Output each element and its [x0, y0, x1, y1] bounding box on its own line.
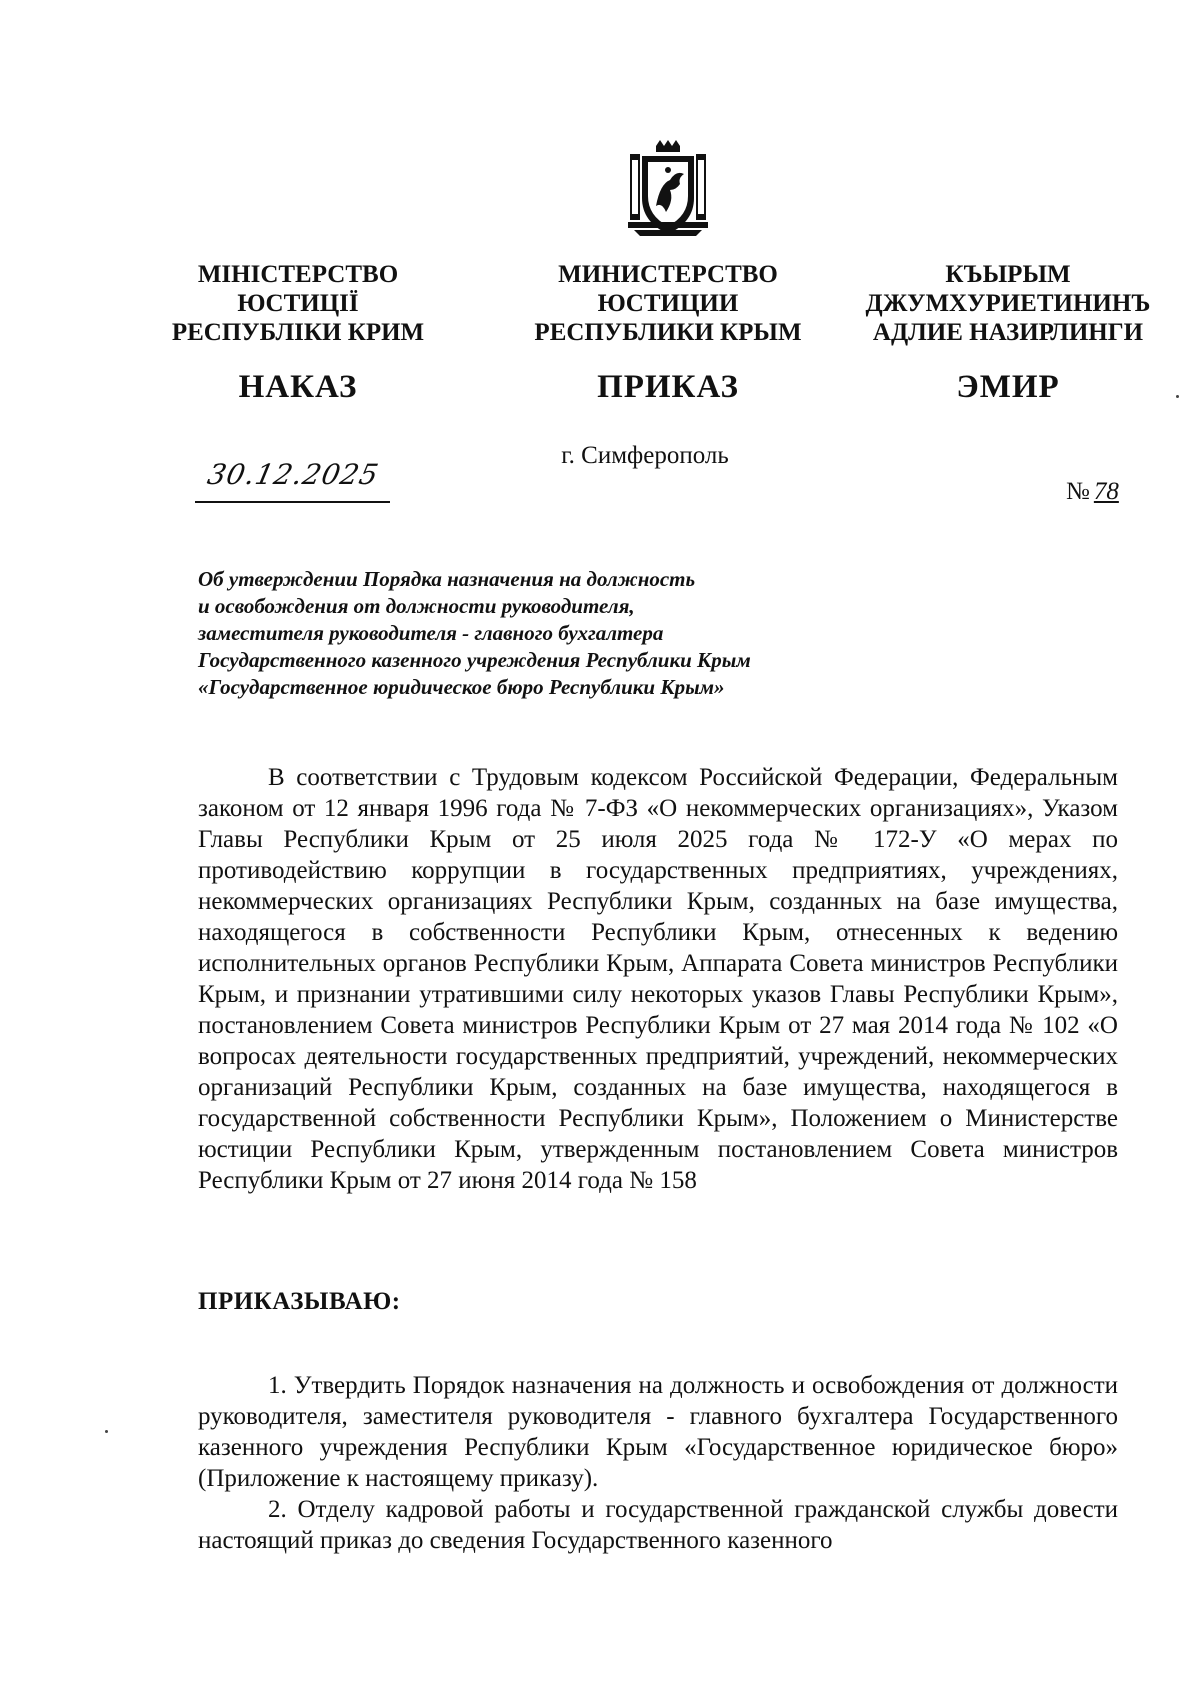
date-underline — [195, 501, 390, 503]
title-line-3: заместителя руководителя - главного бухгалтера — [198, 621, 664, 645]
handwritten-number: 78 — [1093, 478, 1119, 505]
header-right-line-1: КЪЫРЫМ — [945, 261, 1071, 288]
header-left-line-3: РЕСПУБЛІКИ КРИМ — [171, 319, 425, 346]
doc-type-center: ПРИКАЗ — [597, 369, 739, 405]
order-title — [198, 566, 838, 701]
title-line-2: и освобождения от должности руководителя, — [198, 594, 635, 618]
header-left-line-2: ЮСТИЦІЇ — [237, 290, 359, 317]
handwritten-date-text: 30.12.2025 — [204, 458, 382, 491]
title-line-5: «Государственное юридическое бюро Республики Крым» — [198, 675, 725, 699]
doc-type-left: НАКАЗ — [238, 369, 358, 405]
header-center-russian — [518, 260, 818, 347]
header-right-line-3: АДЛИЕ НАЗИРЛИНГИ — [872, 319, 1144, 346]
header-left-line-1: МІНІСТЕРСТВО — [197, 261, 399, 288]
title-line-1: Об утверждении Порядка назначения на должность — [198, 567, 696, 591]
scan-speck — [1176, 395, 1179, 398]
number-sign: № — [1066, 478, 1090, 505]
header-center-line-2: ЮСТИЦИИ — [597, 290, 739, 317]
header-center-line-3: РЕСПУБЛИКИ КРЫМ — [534, 319, 802, 346]
handwritten-date — [198, 458, 388, 504]
header-right-crimean-tatar — [858, 260, 1158, 347]
doc-type-right: ЭМИР — [956, 369, 1060, 405]
coat-of-arms-emblem — [626, 140, 710, 240]
order-item-1: 1. Утвердить Порядок назначения на должность и освобождения от должности руководителя, заместителя руководителя - главного бухгалтера Государственного казенного учреждения Республики Крым «Государственное юридическое бюро» (Приложение к настоящему приказу). — [198, 1372, 1118, 1492]
header-left-ukrainian — [148, 260, 448, 347]
order-item-2: 2. Отделу кадровой работы и государственной гражданской службы довести настоящий приказ до сведения Государственного казенного — [198, 1496, 1118, 1554]
header-right-line-2: ДЖУМХУРИЕТИНИНЪ — [865, 290, 1151, 317]
preamble-paragraph: В соответствии с Трудовым кодексом Российской Федерации, Федеральным законом от 12 января 1996 года № 7-ФЗ «О некоммерческих организациях», Указом Главы Республики Крым от 25 июля 2025 года № 172-У «О мерах по противодействию коррупции в государственных предприятиях, учреждениях, некоммерческих организациях Республики Крым, созданных на базе имущества, находящегося в собственности Республики Крым, отнесенных к ведению исполнительных органов Республики Крым, Аппарата Совета министров Республики Крым, и признании утратившими силу некоторых указов Главы Республики Крым», постановлением Совета министров Республики Крым от 27 мая 2014 года № 102 «О вопросах деятельности государственных предприятий, учреждений, некоммерческих организаций Республики Крым, созданных на базе имущества, находящегося в государственной собственности Республики Крым», Положением о Министерстве юстиции Республики Крым, утвержденным постановлением Совета министров Республики Крым от 27 июня 2014 года № 158 — [198, 764, 1118, 1194]
header-center-line-1: МИНИСТЕРСТВО — [558, 261, 778, 288]
city-label: г. Симферополь — [561, 442, 729, 469]
scan-speck — [105, 1430, 108, 1433]
title-line-4: Государственного казенного учреждения Республики Крым — [198, 648, 751, 672]
order-heading: ПРИКАЗЫВАЮ: — [198, 1288, 401, 1315]
document-number — [1066, 478, 1119, 506]
